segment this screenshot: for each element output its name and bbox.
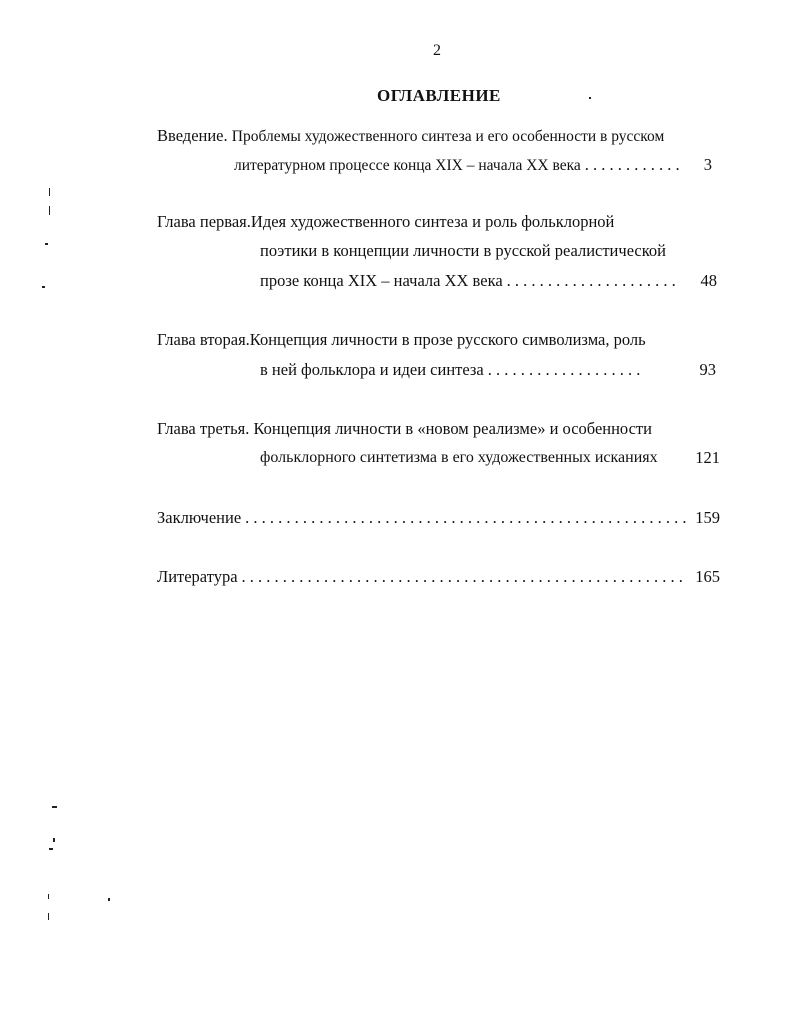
toc-entry-title-line: поэтики в концепции личности в русской реалистической (260, 241, 667, 260)
scan-speck (48, 894, 49, 899)
toc-entry-title-line: Проблемы художественного синтеза и его особенности в русском (231, 128, 665, 145)
toc-entry-bibliography[interactable] (157, 567, 690, 587)
scan-speck (49, 188, 50, 196)
scan-speck (49, 206, 50, 215)
toc-entry-label: Литература (157, 567, 238, 586)
toc-entry-title-line: в ней фольклора и идеи синтеза (260, 360, 484, 379)
toc-entry-label: Глава первая. (157, 212, 251, 231)
toc-entry-label: Заключение (157, 508, 242, 527)
toc-entry-label: Глава третья. (157, 419, 250, 438)
leader-dots (242, 567, 686, 587)
toc-page-number: 93 (699, 360, 716, 379)
page-number: 2 (433, 42, 441, 59)
toc-entry-line (260, 360, 645, 380)
toc-entry-line (260, 271, 684, 291)
toc-entry-title-line: фольклорного синтетизма в его художественных исканиях (260, 449, 658, 466)
toc-entry-title-line: Идея художественного синтеза и роль фольклорной (250, 212, 615, 231)
toc-page-number: 165 (695, 567, 720, 586)
toc-entry-title-line: прозе конца XIX – начала XX века (260, 271, 503, 290)
scan-speck (108, 898, 110, 901)
toc-entry-chapter-3[interactable] (157, 419, 652, 439)
scan-speck (52, 806, 57, 808)
toc-page-number: 159 (695, 508, 720, 527)
toc-entry-chapter-1[interactable] (157, 212, 614, 232)
page-title: ОГЛАВЛЕНИЕ (377, 86, 501, 105)
toc-page-number: 121 (695, 448, 720, 467)
scan-speck (45, 243, 48, 245)
toc-entry-introduction[interactable] (157, 126, 664, 147)
scan-speck (48, 913, 49, 920)
toc-entry-conclusion[interactable] (157, 508, 690, 528)
leader-dots (585, 155, 680, 175)
toc-entry-title-line: литературном процессе конца XIX – начала XX века (234, 157, 581, 174)
toc-entry-title-line: Концепция личности в прозе русского символизма, роль (249, 330, 646, 349)
toc-entry-title-line: Концепция личности в «новом реализме» и особенности (253, 419, 652, 438)
scan-speck (53, 838, 55, 842)
scan-speck (42, 286, 45, 288)
toc-entry-label: Введение. (157, 126, 228, 145)
toc-entry-line (234, 155, 684, 176)
scan-speck (49, 848, 53, 850)
toc-entry-chapter-2[interactable] (157, 330, 646, 350)
leader-dots (488, 360, 641, 380)
toc-page-number: 48 (700, 271, 717, 290)
toc-entry-label: Глава вторая. (157, 330, 250, 349)
scan-speck (589, 97, 591, 99)
leader-dots (245, 508, 686, 528)
leader-dots (507, 271, 680, 291)
toc-page-number: 3 (703, 155, 712, 174)
